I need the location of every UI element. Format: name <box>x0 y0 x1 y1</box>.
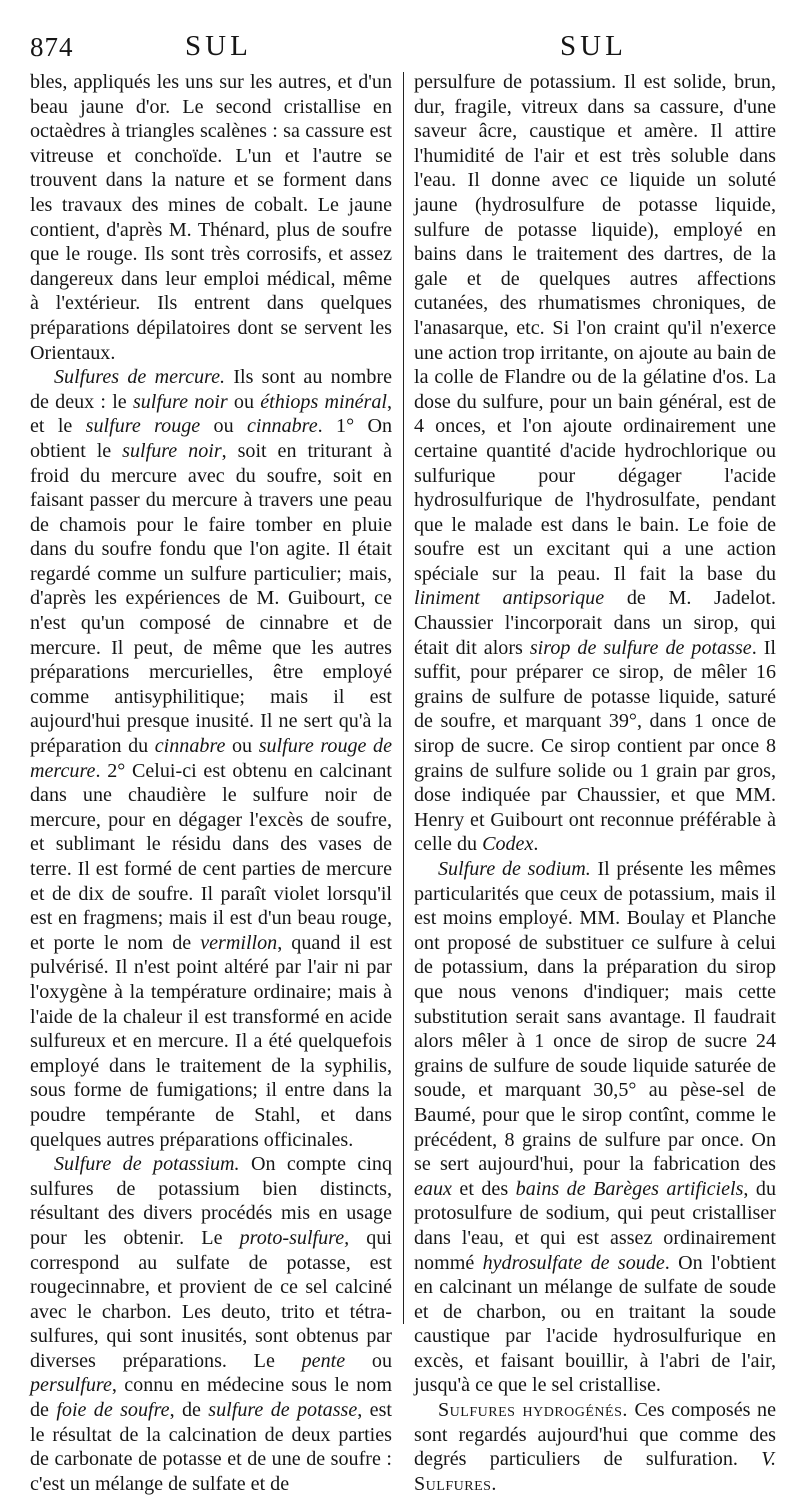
page-number: 874 <box>30 32 74 62</box>
entry-sulfures-hydrogenes: Sulfures hydrogénés. Ces composés ne sont regardés aujourd'hui que comme des degrés particuliers de sulfuration. V. Sulfures. <box>414 1399 776 1495</box>
left-column <box>30 70 392 1496</box>
entry-term: Sulfure de potassium. <box>54 1153 240 1176</box>
cross-reference: Sulfures. <box>414 1472 497 1495</box>
running-head-right: SUL <box>560 30 627 62</box>
entry-term: Sulfures hydrogénés. <box>438 1399 628 1422</box>
entry-continuation: persulfure de potassium. Il est solide, brun, dur, fragile, vitreux dans sa cassure, d'une saveur âcre, caustique et amère. Il attire l'humidité de l'air et est très soluble dans l'eau. Il donne avec ce liquide un soluté jaune (hydrosulfure de potasse liquide, sulfure de potasse liquide), employé en bains dans le traitement des dartres, de la gale et de quelques autres affections cutanées, des rhumatismes chroniques, de l'anasarque, etc. Si l'on craint qu'il n'exerce une action trop irritante, on ajoute au bain de la colle de Flandre ou de la gélatine d'os. La dose du sulfure, pour un bain général, est de 4 onces, et l'on ajoute ordinairement une certaine quantité d'acide hydrochlorique ou sulfurique pour dégager l'acide hydrosulfurique de l'hydrosulfate, pendant que le malade est dans le bain. Le foie de soufre est un excitant qui a une action spéciale sur la peau. Il fait la base du liniment antipsorique de M. Jadelot. Chaussier l'incorporait dans un sirop, qui était dit alors sirop de sulfure de potasse. Il suffit, pour préparer ce sirop, de mêler 16 grains de sulfure de potasse liquide, saturé de soufre, et marquant 39°, dans 1 once de sirop de sucre. Ce sirop contient par once 8 grains de sulfure solide ou 1 grain par gros, dose indiquée par Chaussier, et que MM. Henry et Guibourt ont reconnue préférable à celle du Codex. <box>414 71 776 856</box>
right-column <box>414 70 776 1496</box>
entry-term: Sulfure de sodium. <box>438 858 591 880</box>
column-rule <box>403 72 404 1324</box>
entry-sulfures-de-mercure: Sulfures de mercure. Ils sont au nombre de deux : le sulfure noir ou éthiops minéral, et le sulfure rouge ou cinnabre. 1° On obtient le sulfure noir, soit en triturant à froid du mercure avec du soufre, soit en faisant passer du mercure à travers une peau de chamois pour le faire tomber en pluie dans du soufre fondu que l'on agite. Il était regardé comme un sulfure particulier; mais, d'après les expériences de M. Guibourt, ce n'est qu'un composé de cinnabre et de mercure. Il peut, de même que les autres préparations mercurielles, être employé comme antisyphilitique; mais il est aujourd'hui presque inusité. Il ne sert qu'à la préparation du cinnabre ou sulfure rouge de mercure. 2° Celui-ci est obtenu en calcinant dans une chaudière le sulfure noir de mercure, pour en dégager l'excès de soufre, et sublimant le résidu dans des vases de terre. Il est formé de cent parties de mercure et de dix de soufre. Il paraît violet lorsqu'il est en fragmens; mais il est d'un beau rouge, et porte le nom de vermillon, quand il est pulvérisé. Il n'est point altéré par l'air ni par l'oxygène à la température ordinaire; mais à l'aide de la chaleur il est transformé en acide sulfureux et en mercure. Il a été quelquefois employé dans le traitement de la syphilis, sous forme de fumigations; il entre dans la poudre tempérante de Stahl, et dans quelques autres préparations officinales. <box>30 366 393 1151</box>
running-head-left: SUL <box>185 30 252 62</box>
entry-sulfure-de-sodium: Sulfure de sodium. Il présente les mêmes particularités que ceux de potassium, mais il est moins employé. MM. Boulay et Planche ont proposé de substituer ce sulfure à celui de potassium, dans la préparation du sirop que nous venons d'indiquer; mais cette substitution serait sans avantage. Il faudrait alors mêler à 1 once de sirop de sucre 24 grains de sulfure de soude liquide saturée de soude, et marquant 30,5° au pèse-sel de Baumé, pour que le sirop contînt, comme le précédent, 8 grains de sulfure par once. On se sert aujourd'hui, pour la fabrication des eaux et des bains de Barèges artificiels, du protosulfure de sodium, qui peut cristalliser dans l'eau, et qui est assez ordinairement nommé hydrosulfate de soude. On l'obtient en calcinant un mélange de sulfate de soude et de charbon, ou en traitant la soude caustique par l'acide hydrosulfurique en excès, et faisant bouillir, à l'abri de l'air, jusqu'à ce que le sel cristallise. <box>414 858 777 1397</box>
entry-continuation: bles, appliqués les uns sur les autres, et d'un beau jaune d'or. Le second cristallise en octaèdres à triangles scalènes : sa cassure est vitreuse et conchoïde. L'un et l'autre se trouvent dans la nature et se forment dans les travaux des mines de cobalt. Le jaune contient, d'après M. Thénard, plus de soufre que le rouge. Ils sont très corrosifs, et assez dangereux dans leur emploi médical, même à l'extérieur. Ils entrent dans quelques préparations dépilatoires dont se servent les Orientaux. <box>30 71 392 364</box>
entry-term: Sulfures de mercure. <box>54 366 226 389</box>
entry-sulfure-de-potassium: Sulfure de potassium. On compte cinq sulfures de potassium bien distincts, résultant des divers procédés mis en usage pour les obtenir. Le proto-sulfure, qui correspond au sulfate de potasse, est rougecinnabre, et provient de ce sel calciné avec le charbon. Les deuto, trito et tétra-sulfures, qui sont inusités, sont obtenus par diverses préparations. Le pente ou persulfure, connu en médecine sous le nom de foie de soufre, de sulfure de potasse, est le résultat de la calcination de deux parties de carbonate de potasse et de une de soufre : c'est un mélange de sulfate et de <box>30 1153 392 1495</box>
